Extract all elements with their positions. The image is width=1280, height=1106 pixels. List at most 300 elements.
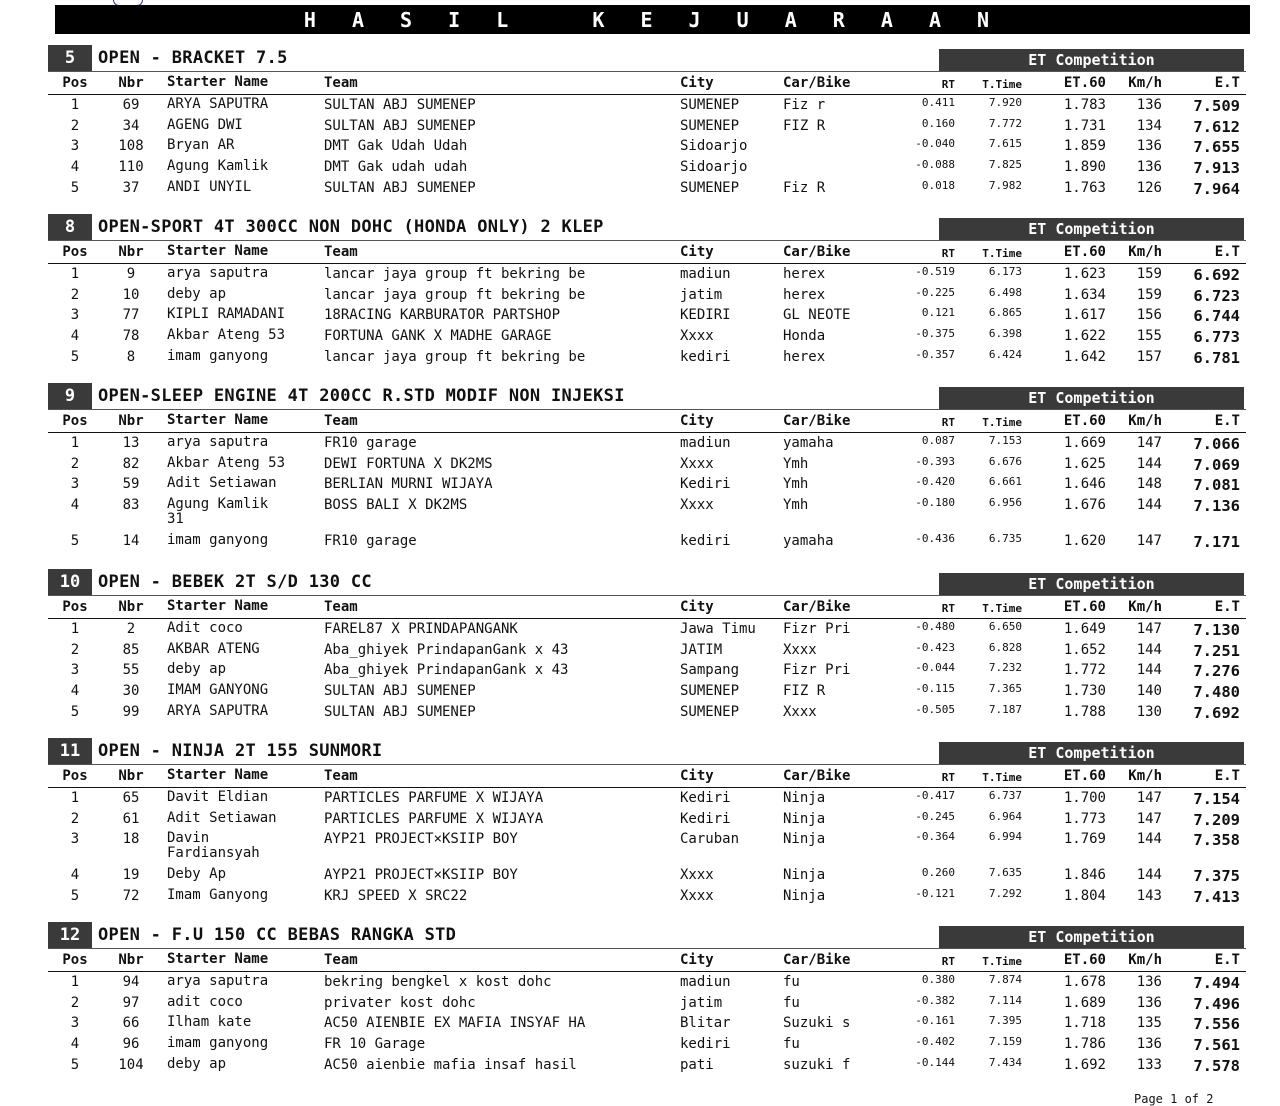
cell-city: pati (680, 1056, 714, 1073)
cell-et: 7.509 (1193, 97, 1240, 115)
cell-rt: -0.121 (915, 887, 955, 901)
table-row (48, 640, 1246, 661)
cell-car-bike: fu (783, 994, 800, 1011)
cell-team: FORTUNA GANK X MADHE GARAGE (324, 328, 552, 345)
cell-et: 6.781 (1193, 348, 1240, 367)
cell-kmh: 144 (1136, 831, 1162, 848)
section-number: 10 (48, 569, 92, 595)
table-body (48, 619, 1246, 722)
cell-starter-name: Adit Setiawan (167, 809, 277, 826)
header-pos: Pos (62, 768, 88, 784)
cell-kmh: 134 (1136, 117, 1162, 134)
cell-rt: 0.260 (921, 866, 955, 880)
cell-car-bike: yamaha (783, 533, 834, 550)
cell-nbr: 9 (126, 266, 136, 282)
cell-et60: 1.890 (1063, 159, 1106, 176)
table-header (48, 240, 1246, 264)
cell-team: SULTAN ABJ SUMENEP (324, 179, 476, 196)
cell-nbr: 19 (122, 867, 140, 884)
cell-et: 7.358 (1193, 831, 1240, 850)
header-city: City (680, 599, 714, 615)
cell-ttime: 7.395 (988, 1014, 1022, 1028)
cell-city: Xxxx (680, 328, 714, 345)
cell-rt: -0.161 (915, 1014, 955, 1028)
cell-kmh: 147 (1136, 621, 1162, 637)
cell-car-bike: Fiz r (783, 97, 826, 113)
table-row (48, 788, 1246, 809)
section-number: 9 (48, 383, 92, 409)
cell-pos: 4 (70, 1036, 80, 1053)
header-nbr: Nbr (118, 75, 144, 91)
cell-kmh: 144 (1136, 641, 1162, 658)
table-row (48, 1013, 1246, 1034)
cell-et60: 1.676 (1063, 497, 1106, 514)
header-nbr: Nbr (118, 413, 144, 429)
cell-city: Sidoarjo (680, 138, 748, 155)
cell-pos: 5 (70, 179, 80, 196)
cell-pos: 4 (70, 683, 80, 700)
cell-pos: 4 (70, 159, 80, 176)
header-pos: Pos (62, 599, 88, 615)
cell-pos: 5 (70, 703, 80, 720)
table-row (48, 619, 1246, 640)
cell-team: PARTICLES PARFUME X WIJAYA (324, 790, 544, 806)
cell-nbr: 14 (122, 533, 140, 550)
cell-team: FR10 garage (324, 435, 417, 451)
cell-ttime: 6.661 (988, 475, 1022, 489)
cell-kmh: 147 (1136, 533, 1162, 550)
cell-et: 7.494 (1193, 974, 1240, 992)
cell-nbr: 94 (122, 974, 140, 990)
cell-et60: 1.804 (1063, 888, 1106, 905)
cell-et: 7.413 (1193, 888, 1240, 907)
cell-team: bekring bengkel x kost dohc (324, 974, 552, 990)
cell-team: FR10 garage (324, 533, 417, 550)
cell-et: 7.171 (1193, 533, 1240, 552)
cell-kmh: 136 (1136, 994, 1162, 1011)
et-competition-badge: ET Competition (939, 49, 1244, 71)
cell-starter-name: imam ganyong (167, 347, 269, 364)
cell-starter-name: Akbar Ateng 53 (167, 327, 286, 344)
cell-et60: 1.786 (1063, 1036, 1106, 1053)
header-pos: Pos (62, 75, 88, 91)
header-rt: RT (941, 78, 955, 91)
cell-ttime: 7.232 (988, 661, 1022, 675)
header-starter-name: Starter Name (167, 598, 269, 614)
cell-et60: 1.859 (1063, 138, 1106, 155)
cell-et60: 1.730 (1063, 683, 1106, 700)
cell-et: 7.655 (1193, 138, 1240, 157)
cell-nbr: 10 (122, 286, 140, 303)
header-rt: RT (941, 416, 955, 429)
cell-car-bike: Honda (783, 328, 826, 345)
cell-nbr: 97 (122, 994, 140, 1011)
header-city: City (680, 952, 714, 968)
cell-nbr: 65 (122, 790, 140, 806)
race-section (48, 383, 1246, 552)
cell-starter-name: imam ganyong (167, 1035, 269, 1052)
cell-ttime: 6.398 (988, 327, 1022, 341)
section-header (48, 214, 1246, 240)
header-et: E.T (1214, 599, 1240, 615)
cell-et60: 1.617 (1063, 307, 1106, 324)
cell-starter-name: AGENG DWI (167, 116, 243, 133)
cell-team: BOSS BALI X DK2MS (324, 497, 468, 514)
header-city: City (680, 75, 714, 91)
cell-car-bike: yamaha (783, 435, 834, 451)
cell-et: 6.723 (1193, 286, 1240, 305)
cell-pos: 1 (70, 974, 80, 990)
et-competition-badge: ET Competition (939, 218, 1244, 240)
table-row (48, 264, 1246, 285)
cell-et: 6.744 (1193, 307, 1240, 326)
race-section (48, 738, 1246, 907)
table-row (48, 347, 1246, 368)
cell-ttime: 7.920 (988, 96, 1022, 109)
header-car-bike: Car/Bike (783, 75, 851, 91)
section-number: 8 (48, 214, 92, 240)
cell-pos: 4 (70, 497, 80, 514)
cell-nbr: 2 (126, 621, 136, 637)
cell-car-bike: fu (783, 974, 800, 990)
cell-city: Jawa Timu (680, 621, 756, 637)
header-car-bike: Car/Bike (783, 952, 851, 968)
cell-pos: 4 (70, 328, 80, 345)
cell-rt: -0.357 (915, 347, 955, 361)
cell-rt: -0.423 (915, 640, 955, 654)
cell-ttime: 7.365 (988, 682, 1022, 696)
cell-team: SULTAN ABJ SUMENEP (324, 97, 476, 113)
cell-kmh: 136 (1136, 138, 1162, 155)
cell-kmh: 157 (1136, 348, 1162, 365)
cell-car-bike: Fiz R (783, 179, 826, 196)
cell-et60: 1.669 (1063, 435, 1106, 451)
header-et60: ET.60 (1063, 413, 1106, 429)
cell-ttime: 7.635 (988, 866, 1022, 880)
cell-et: 7.081 (1193, 476, 1240, 495)
cell-nbr: 55 (122, 662, 140, 679)
cell-kmh: 155 (1136, 328, 1162, 345)
table-row (48, 433, 1246, 454)
cell-ttime: 7.982 (988, 178, 1022, 192)
cell-ttime: 6.498 (988, 285, 1022, 299)
cell-rt: -0.505 (915, 702, 955, 716)
table-row (48, 157, 1246, 178)
cell-rt: 0.018 (921, 178, 955, 192)
header-et60: ET.60 (1063, 768, 1106, 784)
cell-nbr: 18 (122, 831, 140, 848)
cell-car-bike: FIZ R (783, 117, 826, 134)
cell-rt: -0.519 (915, 265, 955, 278)
cell-city: jatim (680, 286, 723, 303)
cell-starter-name: Agung Kamlik 31 (167, 496, 269, 528)
cell-car-bike: Ninja (783, 888, 826, 905)
cell-nbr: 30 (122, 683, 140, 700)
cell-et: 7.154 (1193, 790, 1240, 808)
table-row (48, 474, 1246, 495)
cell-et60: 1.718 (1063, 1015, 1106, 1032)
header-kmh: Km/h (1128, 599, 1162, 615)
cell-car-bike: Ninja (783, 831, 826, 848)
cell-kmh: 144 (1136, 455, 1162, 472)
cell-car-bike: Suzuki s (783, 1015, 851, 1032)
table-row (48, 829, 1246, 865)
cell-rt: 0.087 (921, 434, 955, 447)
cell-kmh: 147 (1136, 790, 1162, 806)
cell-pos: 1 (70, 790, 80, 806)
cell-car-bike: Ymh (783, 497, 809, 514)
cell-car-bike: herex (783, 286, 826, 303)
header-nbr: Nbr (118, 952, 144, 968)
cell-rt: -0.393 (915, 454, 955, 468)
cell-team: lancar jaya group ft bekring be (324, 286, 586, 303)
cell-team: KRJ SPEED X SRC22 (324, 888, 468, 905)
section-title: OPEN-SLEEP ENGINE 4T 200CC R.STD MODIF NON INJEKSI (98, 386, 625, 406)
cell-kmh: 133 (1136, 1056, 1162, 1073)
header-ttime: T.Time (982, 416, 1022, 429)
header-car-bike: Car/Bike (783, 244, 851, 260)
cell-nbr: 99 (122, 703, 140, 720)
cell-starter-name: Agung Kamlik (167, 158, 269, 175)
cell-city: kediri (680, 348, 731, 365)
cell-kmh: 147 (1136, 435, 1162, 451)
cell-car-bike: Ymh (783, 476, 809, 493)
cell-et60: 1.769 (1063, 831, 1106, 848)
cell-starter-name: Bryan AR (167, 137, 235, 154)
cell-nbr: 83 (122, 497, 140, 514)
cell-et: 6.692 (1193, 266, 1240, 284)
cell-et60: 1.623 (1063, 266, 1106, 282)
cell-rt: -0.375 (915, 327, 955, 341)
header-pos: Pos (62, 413, 88, 429)
cell-car-bike: suzuki f (783, 1056, 851, 1073)
cell-kmh: 144 (1136, 497, 1162, 514)
cell-ttime: 6.737 (988, 789, 1022, 802)
header-et60: ET.60 (1063, 244, 1106, 260)
cell-kmh: 147 (1136, 810, 1162, 827)
cell-city: Xxxx (680, 455, 714, 472)
header-starter-name: Starter Name (167, 243, 269, 259)
cell-ttime: 7.874 (988, 973, 1022, 986)
table-header (48, 595, 1246, 619)
section-title: OPEN - BRACKET 7.5 (98, 48, 288, 68)
header-et: E.T (1214, 952, 1240, 968)
cell-pos: 2 (70, 994, 80, 1011)
header-team: Team (324, 952, 358, 968)
cell-city: SUMENEP (680, 97, 740, 113)
table-row (48, 531, 1246, 552)
cell-pos: 5 (70, 888, 80, 905)
header-ttime: T.Time (982, 78, 1022, 91)
header-et: E.T (1214, 244, 1240, 260)
cell-et: 7.209 (1193, 810, 1240, 829)
cell-team: Aba_ghiyek PrindapanGank x 43 (324, 662, 569, 679)
cell-kmh: 136 (1136, 159, 1162, 176)
cell-et60: 1.634 (1063, 286, 1106, 303)
cell-kmh: 136 (1136, 97, 1162, 113)
section-number: 12 (48, 922, 92, 948)
cell-nbr: 110 (118, 159, 144, 176)
header-kmh: Km/h (1128, 768, 1162, 784)
cell-team: DMT Gak udah udah (324, 159, 468, 176)
page-footer: Page 1 of 2 (1134, 1092, 1214, 1106)
cell-et: 7.251 (1193, 641, 1240, 660)
cell-nbr: 59 (122, 476, 140, 493)
cell-car-bike: Ninja (783, 810, 826, 827)
header-pos: Pos (62, 952, 88, 968)
cell-et60: 1.642 (1063, 348, 1106, 365)
cell-pos: 3 (70, 138, 80, 155)
cell-nbr: 77 (122, 307, 140, 324)
cell-city: Xxxx (680, 888, 714, 905)
cell-ttime: 7.772 (988, 116, 1022, 130)
cell-team: DEWI FORTUNA X DK2MS (324, 455, 493, 472)
et-competition-badge: ET Competition (939, 387, 1244, 409)
cell-starter-name: IMAM GANYONG (167, 682, 269, 699)
cell-et60: 1.700 (1063, 790, 1106, 806)
table-row (48, 1034, 1246, 1055)
table-body (48, 972, 1246, 1075)
cell-car-bike: Xxxx (783, 641, 817, 658)
race-section (48, 569, 1246, 722)
table-body (48, 788, 1246, 907)
cell-city: Blitar (680, 1015, 731, 1032)
header-team: Team (324, 768, 358, 784)
cell-starter-name: ARYA SAPUTRA (167, 702, 269, 719)
header-starter-name: Starter Name (167, 74, 269, 90)
cell-ttime: 6.173 (988, 265, 1022, 278)
cell-et60: 1.772 (1063, 662, 1106, 679)
cell-city: madiun (680, 266, 731, 282)
header-nbr: Nbr (118, 768, 144, 784)
cell-nbr: 82 (122, 455, 140, 472)
cell-starter-name: adit coco (167, 993, 243, 1010)
cell-et: 7.692 (1193, 703, 1240, 722)
et-competition-badge: ET Competition (939, 926, 1244, 948)
header-et: E.T (1214, 413, 1240, 429)
cell-nbr: 85 (122, 641, 140, 658)
cell-team: AYP21 PROJECT×KSIIP BOY (324, 831, 518, 848)
race-section (48, 45, 1246, 198)
cell-nbr: 108 (118, 138, 144, 155)
cell-starter-name: AKBAR ATENG (167, 640, 260, 657)
header-rt: RT (941, 955, 955, 968)
cell-kmh: 156 (1136, 307, 1162, 324)
cell-starter-name: Davin Fardiansyah (167, 830, 260, 862)
cell-pos: 2 (70, 810, 80, 827)
cell-et: 7.964 (1193, 179, 1240, 198)
header-nbr: Nbr (118, 599, 144, 615)
cell-team: lancar jaya group ft bekring be (324, 348, 586, 365)
header-rt: RT (941, 247, 955, 260)
cell-ttime: 7.292 (988, 887, 1022, 901)
section-header (48, 45, 1246, 71)
cell-nbr: 37 (122, 179, 140, 196)
header-team: Team (324, 75, 358, 91)
header-car-bike: Car/Bike (783, 599, 851, 615)
header-et60: ET.60 (1063, 952, 1106, 968)
cell-pos: 2 (70, 286, 80, 303)
cell-kmh: 140 (1136, 683, 1162, 700)
cell-team: FR 10 Garage (324, 1036, 426, 1053)
cell-city: Kediri (680, 790, 731, 806)
section-header (48, 383, 1246, 409)
cell-nbr: 66 (122, 1015, 140, 1032)
cell-ttime: 7.114 (988, 993, 1022, 1007)
cell-car-bike: fu (783, 1036, 800, 1053)
header-et60: ET.60 (1063, 75, 1106, 91)
cell-city: KEDIRI (680, 307, 731, 324)
cell-rt: -0.040 (915, 137, 955, 151)
header-starter-name: Starter Name (167, 767, 269, 783)
cell-ttime: 6.956 (988, 496, 1022, 510)
cell-et: 7.069 (1193, 455, 1240, 474)
cell-pos: 5 (70, 1056, 80, 1073)
header-starter-name: Starter Name (167, 412, 269, 428)
cell-starter-name: Akbar Ateng 53 (167, 454, 286, 471)
cell-rt: -0.245 (915, 809, 955, 823)
cell-pos: 5 (70, 348, 80, 365)
cell-ttime: 6.676 (988, 454, 1022, 468)
cell-pos: 3 (70, 662, 80, 679)
section-title: OPEN - BEBEK 2T S/D 130 CC (98, 572, 372, 592)
cell-kmh: 144 (1136, 662, 1162, 679)
race-section (48, 922, 1246, 1075)
cell-rt: -0.382 (915, 993, 955, 1007)
table-row (48, 305, 1246, 326)
cell-rt: -0.420 (915, 475, 955, 489)
cell-et: 7.556 (1193, 1015, 1240, 1034)
cell-et60: 1.689 (1063, 994, 1106, 1011)
cell-rt: -0.044 (915, 661, 955, 675)
cell-rt: -0.436 (915, 532, 955, 546)
cell-ttime: 7.825 (988, 158, 1022, 172)
cell-pos: 4 (70, 867, 80, 884)
cell-et60: 1.620 (1063, 533, 1106, 550)
table-row (48, 136, 1246, 157)
cell-ttime: 6.994 (988, 830, 1022, 844)
cell-starter-name: deby ap (167, 661, 227, 678)
cell-starter-name: ARYA SAPUTRA (167, 96, 269, 112)
cell-city: kediri (680, 1036, 731, 1053)
cell-nbr: 69 (122, 97, 140, 113)
race-section (48, 214, 1246, 367)
cell-car-bike: herex (783, 266, 826, 282)
cell-starter-name: Adit Setiawan (167, 475, 277, 492)
cell-rt: -0.088 (915, 158, 955, 172)
header-nbr: Nbr (118, 244, 144, 260)
cell-team: lancar jaya group ft bekring be (324, 266, 586, 282)
cell-et60: 1.625 (1063, 455, 1106, 472)
table-body (48, 433, 1246, 552)
cell-kmh: 136 (1136, 974, 1162, 990)
cell-city: SUMENEP (680, 179, 740, 196)
cell-ttime: 6.964 (988, 809, 1022, 823)
cell-car-bike: Ymh (783, 455, 809, 472)
table-body (48, 95, 1246, 198)
cell-starter-name: Ilham kate (167, 1014, 252, 1031)
table-row (48, 454, 1246, 475)
cell-starter-name: ANDI UNYIL (167, 178, 252, 195)
cell-city: SUMENEP (680, 683, 740, 700)
cell-et60: 1.678 (1063, 974, 1106, 990)
header-ttime: T.Time (982, 771, 1022, 784)
cell-rt: 0.121 (921, 306, 955, 320)
cell-et60: 1.646 (1063, 476, 1106, 493)
cell-et60: 1.652 (1063, 641, 1106, 658)
cell-car-bike: Xxxx (783, 703, 817, 720)
cell-starter-name: arya saputra (167, 434, 269, 450)
